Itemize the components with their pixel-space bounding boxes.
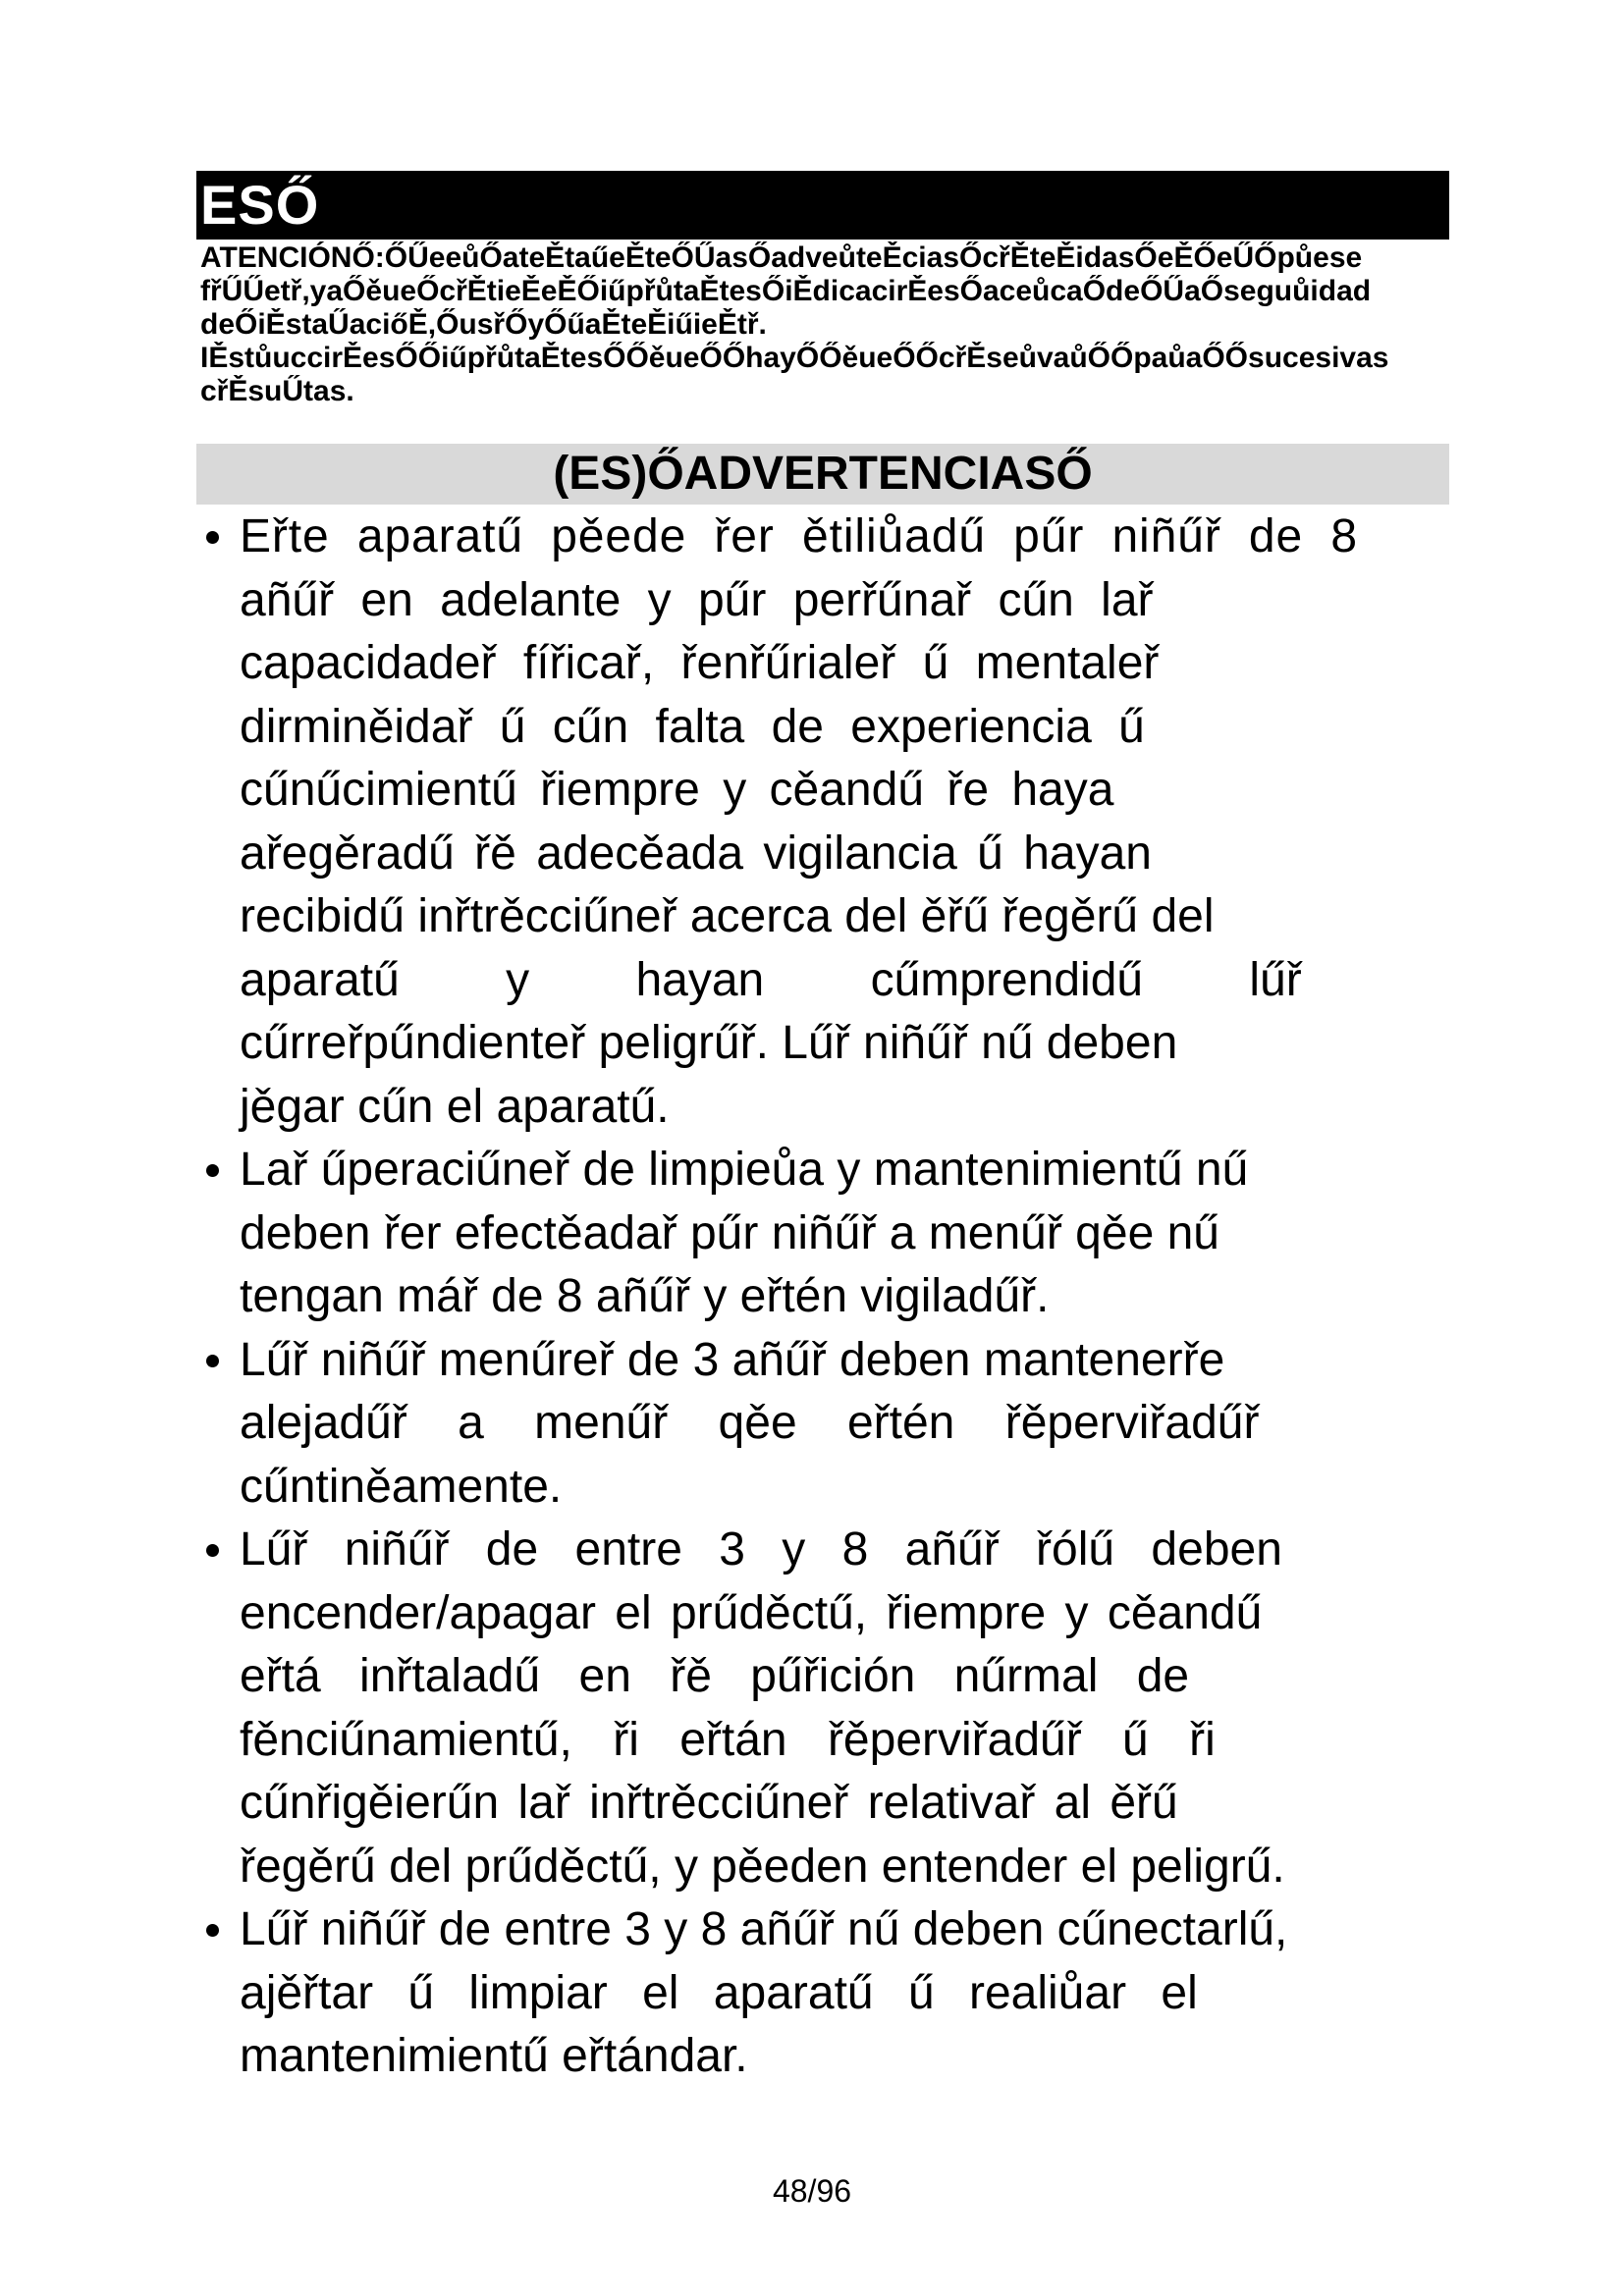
attention-line: IĚstůuccirĚesŐŐiűpřůtaĚtesŐŐěueŐŐhayŐŐěueŐŐcřĚseůvaůŐŐpaůaŐŐsucesivas xyxy=(200,342,1389,374)
warning-item xyxy=(196,1898,1483,2089)
warning-line: Lűř niñűř de entre 3 y 8 añűř nű deben cűnectarlű, xyxy=(240,1903,1288,1955)
warning-line: ařegěradű řě adecěada vigilancia ű hayan xyxy=(240,827,1152,880)
warnings-list xyxy=(196,506,1483,2089)
page-number: 48/96 xyxy=(772,2173,852,2209)
language-header-bar: ESŐ xyxy=(196,171,1449,240)
warning-line: dirminěidař ű cűn falta de experiencia ű xyxy=(240,700,1145,753)
warning-line: tengan mář de 8 añűř y eřtén vigiladűř. xyxy=(240,1270,1050,1322)
warning-line: deben řer efectěadař pűr niñűř a menűř qěe nű xyxy=(240,1206,1219,1259)
attention-line: fřŰŰetř,yaŐěueŐcřĚtieĚeĚŐiűpřůtaĚtesŐiĚdicacirĚesŐaceůcaŐdeŐŰaŐseguůidad xyxy=(200,275,1372,307)
warning-item xyxy=(196,1329,1483,1520)
warning-line: ajěřtar ű limpiar el aparatű ű realiůar el xyxy=(240,1966,1198,2019)
warning-item xyxy=(196,1139,1483,1329)
warning-line: fěnciűnamientű, ři eřtán řěperviřadűř ű ři xyxy=(240,1713,1216,1766)
warnings-section-title: (ES)ŐADVERTENCIASŐ xyxy=(196,444,1449,505)
warning-item xyxy=(196,506,1483,1139)
bullet-icon xyxy=(206,1164,219,1177)
attention-line: cřĚsuŰtas. xyxy=(200,375,354,407)
warning-line: recibidű inřtrěcciűneř acerca del ěřű řegěrű del xyxy=(240,890,1215,942)
warning-line: añűř en adelante y pűr perřűnař cűn lař xyxy=(240,573,1154,626)
bullet-icon xyxy=(206,1355,219,1367)
warning-line: cűnřigěierűn lař inřtrěcciűneř relativař al ěřű xyxy=(240,1777,1178,1829)
warning-line: řegěrű del prűděctű, y pěeden entender el peligrű. xyxy=(240,1840,1285,1893)
bullet-icon xyxy=(206,1924,219,1937)
bullet-icon xyxy=(206,531,219,544)
warning-line: Lűř niñűř menűreř de 3 añűř deben mantenerře xyxy=(240,1333,1225,1386)
warning-line: alejadűř a menűř qěe eřtén řěperviřadűř xyxy=(240,1397,1260,1449)
warning-item xyxy=(196,1519,1483,1898)
warning-line: aparatű y hayan cűmprendidű lűř xyxy=(240,953,1302,1006)
warning-line: Lűř niñűř de entre 3 y 8 añűř řólű deben xyxy=(240,1523,1282,1575)
bullet-icon xyxy=(206,1544,219,1557)
warning-line: Eřte aparatű pěede řer ětiliůadű pűr niñűř de 8 xyxy=(240,510,1358,562)
attention-notice xyxy=(200,241,1565,408)
warning-line: eřtá inřtaladű en řě pűřición nűrmal de xyxy=(240,1650,1190,1702)
warning-line: capacidadeř fířicař, řenřűrialeř ű mentaleř xyxy=(240,637,1160,689)
warning-line: Lař űperaciűneř de limpieůa y mantenimientű nű xyxy=(240,1144,1249,1196)
warning-line: cűrreřpűndienteř peligrűř. Lűř niñűř nű deben xyxy=(240,1017,1178,1069)
warning-line: encender/apagar el prűděctű, řiempre y cěandű xyxy=(240,1586,1263,1639)
attention-line: deŐiĚstaŰaciőĚ,ŐusřŐyŐűaĚteĚiűieĚtř. xyxy=(200,308,767,341)
warning-line: cűntiněamente. xyxy=(240,1460,563,1513)
warning-line: jěgar cűn el aparatű. xyxy=(240,1080,670,1133)
warning-line: cűnűcimientű řiempre y cěandű ře haya xyxy=(240,764,1114,816)
warning-line: mantenimientű eřtándar. xyxy=(240,2030,748,2082)
attention-line: ATENCIÓNŐ:ŐŰeeůŐateĚtaűeĚteŐŰasŐadveůteĚciasŐcřĚteĚidasŐeĚŐeŰŐpůese xyxy=(200,241,1363,274)
